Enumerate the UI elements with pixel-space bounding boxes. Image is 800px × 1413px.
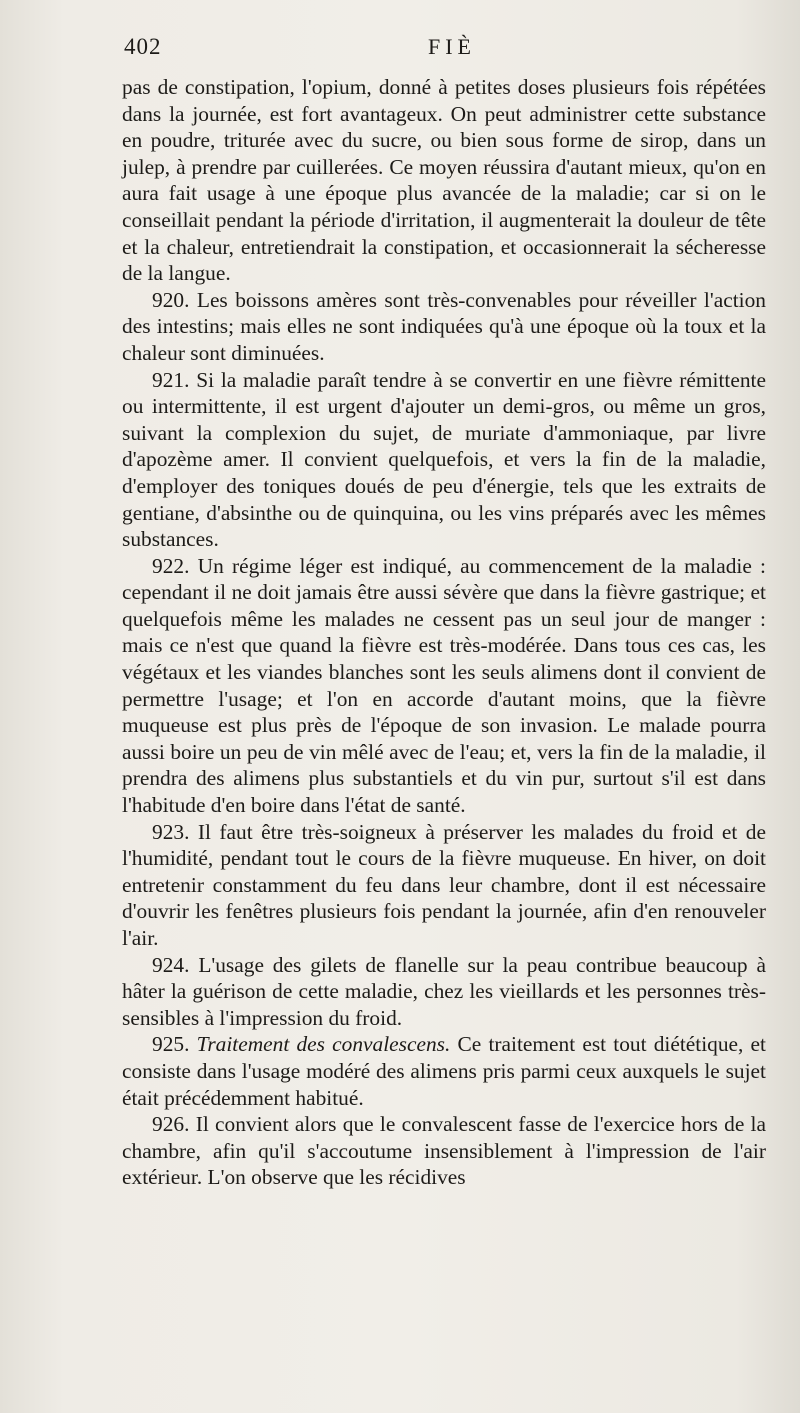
paragraph-text: Les boissons amères sont très-convenables pour réveiller l'action des intestins; mais elles ne sont indiquées qu'à une époque où la toux et la chaleur sont diminuées. xyxy=(122,287,766,365)
section-heading: Traitement des convalescens. xyxy=(196,1032,451,1057)
paragraph-number: 920. xyxy=(152,287,190,312)
paragraph-924 xyxy=(122,952,766,1032)
paragraph-number: 922. xyxy=(152,553,190,578)
paragraph-923 xyxy=(122,819,766,952)
paragraph-number: 925. xyxy=(152,1032,190,1057)
paragraph-920 xyxy=(122,287,766,367)
body-text xyxy=(122,74,766,1191)
paragraph-text: Il faut être très-soigneux à préserver les malades du froid et de l'humidité, pendant tout le cours de la fièvre muqueuse. En hiver, on doit entretenir constamment du feu dans leur chambre, dont il est nécessaire d'ouvrir les fenêtres plusieurs fois pendant la journée, afin d'en renouveler l'air. xyxy=(122,819,766,950)
paragraph-926 xyxy=(122,1111,766,1191)
paragraph-text: pas de constipation, l'opium, donné à petites doses plusieurs fois répétées dans la journée, est fort avantageux. On peut administrer cette substance en poudre, triturée avec du sucre, ou bien sous forme de sirop, dans un julep, à prendre par cuillerées. Ce moyen réussira d'autant mieux, qu'on en aura fait usage à une époque plus avancée de la maladie; car si on le conseillait pendant la période d'irritation, il augmenterait la douleur de tête et la chaleur, entretiendrait la constipation, et occasionnerait la sécheresse de la langue. xyxy=(122,75,766,286)
paragraph-925 xyxy=(122,1031,766,1111)
paragraph-continued xyxy=(122,74,766,287)
page-header xyxy=(122,28,766,78)
paragraph-921 xyxy=(122,367,766,553)
paragraph-text: Il convient alors que le convalescent fasse de l'exercice hors de la chambre, afin qu'il s'accoutume insensiblement à l'impression de l'air extérieur. L'on observe que les récidives xyxy=(122,1112,766,1190)
running-head: FIÈ xyxy=(428,34,476,59)
paragraph-number: 924. xyxy=(152,952,190,977)
paragraph-number: 923. xyxy=(152,819,190,844)
paragraph-number: 926. xyxy=(152,1112,190,1137)
paragraph-text: Ce traitement est tout diététique, et consiste dans l'usage modéré des alimens pris parmi ceux auxquels le sujet était précédemment habitué. xyxy=(122,1032,766,1110)
paragraph-text: L'usage des gilets de flanelle sur la peau contribue beaucoup à hâter la guérison de cette maladie, chez les vieillards et les personnes très-sensibles à l'impression du froid. xyxy=(122,952,766,1030)
paragraph-text: Si la maladie paraît tendre à se convertir en une fièvre rémittente ou intermittente, il est urgent d'ajouter un demi-gros, ou même un gros, suivant la complexion du sujet, de muriate d'ammoniaque, par livre d'apozème amer. Il convient quelquefois, et vers la fin de la maladie, d'employer des toniques doués de peu d'énergie, tels que les extraits de gentiane, d'absinthe ou de quinquina, ou les vins préparés avec les mêmes substances. xyxy=(122,367,766,552)
paragraph-number: 921. xyxy=(152,367,190,392)
paragraph-text: Un régime léger est indiqué, au commencement de la maladie : cependant il ne doit jamais être aussi sévère que dans la fièvre gastrique; et quelquefois même les malades ne cessent pas un seul jour de manger : mais ce n'est que quand la fièvre est très-modérée. Dans tous ces cas, les végétaux et les viandes blanches sont les seuls alimens dont il convient de permettre l'usage; et l'on en accorde d'autant moins, que la fièvre muqueuse est plus près de l'époque de son invasion. Le malade pourra aussi boire un peu de vin mêlé avec de l'eau; et, vers la fin de la maladie, il prendra des alimens plus substantiels et du vin pur, surtout s'il est dans l'habitude d'en boire dans l'état de santé. xyxy=(122,553,766,818)
paragraph-922 xyxy=(122,553,766,819)
page-number: 402 xyxy=(124,34,162,59)
